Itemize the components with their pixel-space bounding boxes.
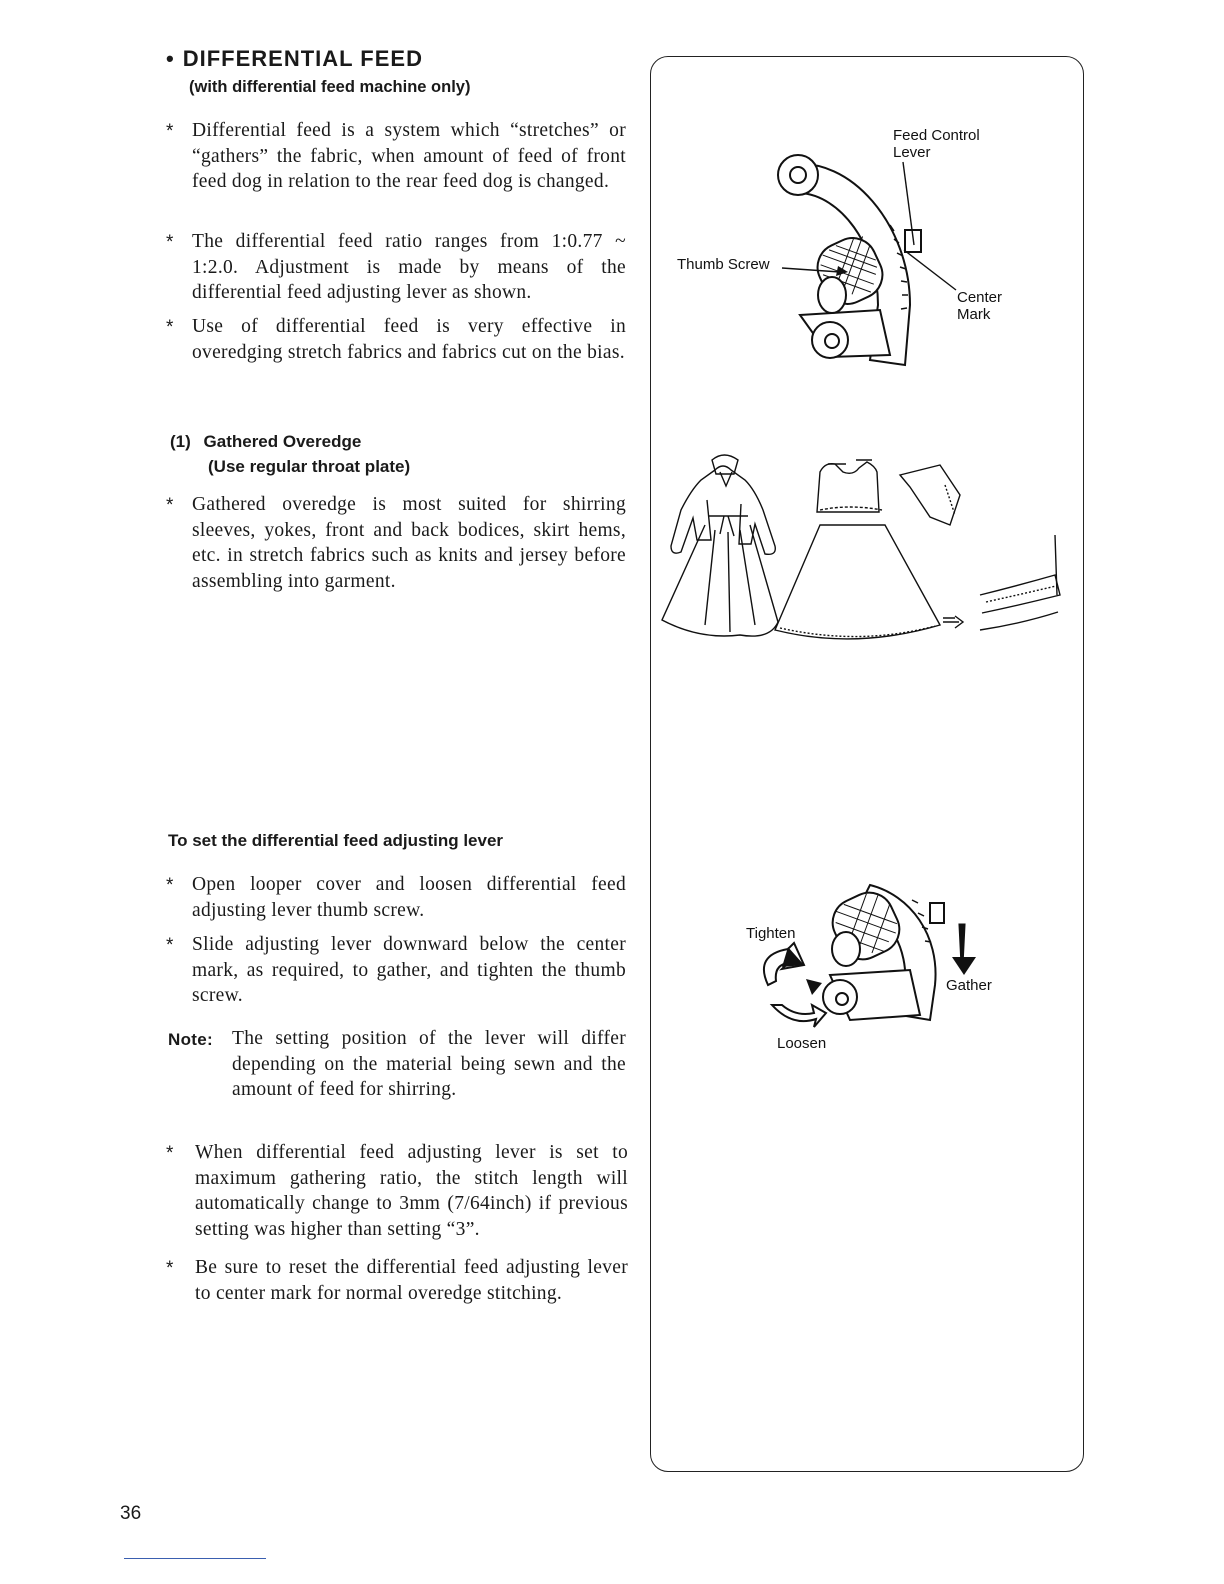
subsection-subtitle: (Use regular throat plate) — [208, 457, 411, 476]
note-label: Note: — [168, 1030, 213, 1049]
asterisk: * — [166, 121, 174, 142]
label-thumb-screw: Thumb Screw — [677, 256, 770, 273]
intro-item — [166, 229, 626, 306]
page-footer-rule — [124, 1558, 266, 1559]
label-loosen: Loosen — [777, 1035, 827, 1052]
intro-item — [166, 118, 626, 195]
thumb-screw-adjust-illustration — [740, 875, 980, 1035]
section-heading — [166, 46, 423, 72]
page-number: 36 — [120, 1503, 142, 1524]
section-title: DIFFERENTIAL FEED — [182, 46, 423, 71]
asterisk: * — [166, 232, 174, 253]
subsection-heading — [170, 432, 361, 452]
label-feed-control-lever — [893, 127, 980, 161]
intro-item — [166, 314, 626, 365]
gathered-item-text: Gathered overedge is most suited for shirring sleeves, yokes, front and back bodices, skirt hems, etc. in stretch fabrics such as knits and jersey before assembling into garment. — [192, 494, 626, 592]
asterisk: * — [166, 1258, 174, 1279]
label-center-mark — [957, 289, 1002, 323]
setting-item — [166, 872, 626, 923]
label-line: Lever — [893, 144, 931, 161]
setting-item-text: Slide adjusting lever downward below the center mark, as required, to gather, and tighten the thumb screw. — [192, 934, 626, 1007]
label-gather: Gather — [946, 977, 992, 994]
asterisk: * — [166, 317, 174, 338]
setting-extra-item-text: When differential feed adjusting lever is set to maximum gathering ratio, the stitch length will automatically change to 3mm (7/64inch) if previous setting was higher than setting “3”. — [195, 1142, 628, 1240]
intro-item-text: Differential feed is a system which “stretches” or “gathers” the fabric, when amount of feed of front feed dog in relation to the rear feed dog is changed. — [192, 120, 626, 193]
label-line: Mark — [957, 306, 991, 323]
gathered-item — [166, 492, 626, 594]
note — [168, 1026, 626, 1103]
section-subtitle: (with differential feed machine only) — [189, 78, 471, 96]
asterisk: * — [166, 495, 174, 516]
asterisk: * — [166, 875, 174, 896]
note-text: The setting position of the lever will differ depending on the material being sewn and the amount of feed for shirring. — [232, 1028, 626, 1101]
setting-extra-item — [166, 1255, 628, 1306]
intro-item-text: Use of differential feed is very effective in overedging stretch fabrics and fabrics cut on the bias. — [192, 316, 626, 363]
setting-item-text: Open looper cover and loosen differential feed adjusting lever thumb screw. — [192, 874, 626, 921]
label-tighten: Tighten — [746, 925, 796, 942]
leader-line — [780, 260, 850, 280]
label-line: Feed Control — [893, 127, 980, 144]
setting-extra-item — [166, 1140, 628, 1242]
intro-item-text: The differential feed ratio ranges from 1:0.77 ~ 1:2.0. Adjustment is made by means of the differential feed adjusting lever as shown. — [192, 231, 626, 304]
garment-illustration — [660, 450, 1070, 650]
leader-line — [900, 246, 960, 296]
asterisk: * — [166, 1143, 174, 1164]
asterisk: * — [166, 935, 174, 956]
bullet: • — [166, 46, 175, 71]
setting-extra-item-text: Be sure to reset the differential feed adjusting lever to center mark for normal overedge stitching. — [195, 1257, 628, 1304]
setting-title: To set the differential feed adjusting lever — [168, 831, 504, 850]
label-line: Center — [957, 289, 1003, 306]
setting-item — [166, 932, 626, 1009]
subsection-number: (1) — [170, 432, 191, 451]
subsection-title: Gathered Overedge — [203, 432, 362, 451]
leader-line — [900, 160, 920, 250]
